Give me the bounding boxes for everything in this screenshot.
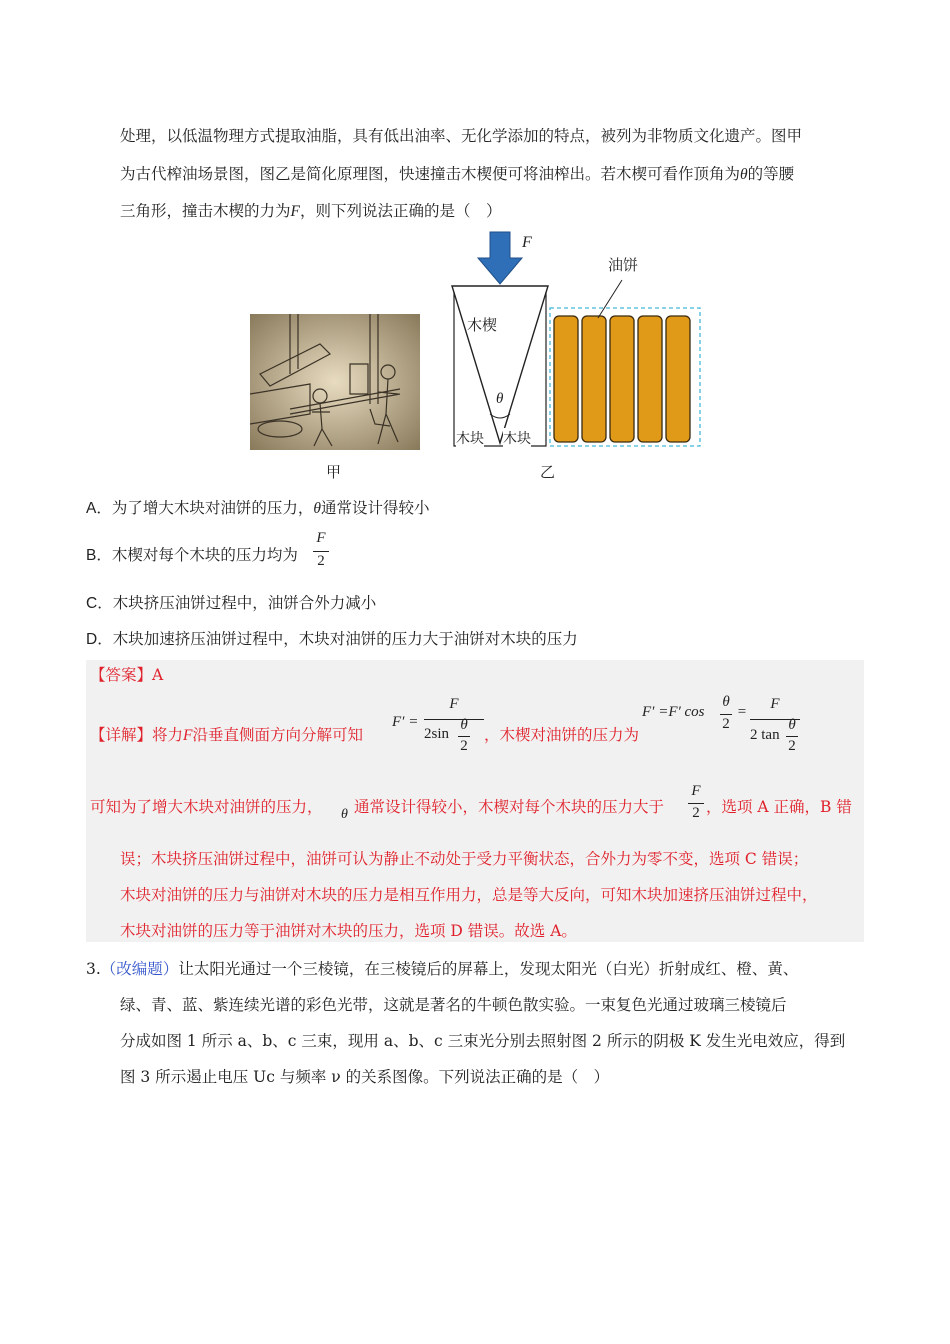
detail-2a: 可知为了增大木块对油饼的压力， (90, 798, 323, 816)
intro-line-1: 处理，以低温物理方式提取油脂，具有低出油率、无化学添加的特点，被列为非物质文化遗产。图甲 (120, 127, 803, 145)
eq2-two2: 2 (788, 738, 796, 754)
detail-2-theta: θ (341, 807, 348, 822)
q3-line-2: 绿、青、蓝、紫连续光谱的彩色光带，这就是著名的牛顿色散实验。一束复色光通过玻璃三棱镜后 (120, 996, 787, 1014)
eq1-theta: θ (460, 717, 468, 733)
option-b-key: B． (86, 547, 112, 564)
option-b (86, 544, 298, 567)
option-a-text2: 通常设计得较小 (320, 499, 430, 517)
detail-2-den: 2 (692, 805, 700, 821)
figure (240, 228, 710, 488)
detail-1a: 将力 (152, 726, 184, 744)
option-b-frac-den: 2 (317, 553, 325, 569)
force-arrow (478, 232, 522, 284)
option-a-theta: θ (313, 500, 321, 517)
q3-number: 3. (86, 960, 101, 978)
detail-line-4: 木块对油饼的压力与油饼对木块的压力是相互作用力，总是等大反向，可知木块加速挤压油饼过程中， (120, 886, 818, 904)
eq2-small-bar (720, 714, 732, 715)
figure-caption-left: 甲 (326, 463, 342, 481)
detail-force: F (183, 727, 193, 744)
eq2-eq: = (737, 704, 747, 720)
option-d-key: D． (86, 631, 113, 648)
figure-wedge-label: 木楔 (467, 316, 498, 334)
theta-symbol: θ (740, 166, 748, 183)
intro-line-3b: ，则下列说法正确的是（ ） (299, 202, 502, 220)
option-a-key: A． (86, 500, 112, 517)
eq1-bar (424, 719, 484, 720)
eq2-small-bar2 (786, 736, 798, 737)
force-symbol: F (290, 203, 300, 220)
wedge-triangle (452, 286, 548, 443)
detail-line-3: 误；木块挤压油饼过程中，油饼可认为静止不动处于受力平衡状态，合外力为零不变，选项 C 错误； (120, 850, 809, 868)
figure-block-right-label: 木块 (503, 428, 531, 450)
figure-force-label: F (522, 234, 532, 251)
eq2-lhs: F′ =F′ cos (642, 704, 705, 720)
detail-1b: 沿垂直侧面方向分解可知 (192, 726, 364, 744)
option-b-frac-num: F (316, 530, 326, 546)
option-d (86, 628, 578, 651)
answer-label: 【答案】A (90, 666, 164, 684)
option-d-text: 木块加速挤压油饼过程中，木块对油饼的压力大于油饼对木块的压力 (112, 630, 578, 648)
wedge-schematic (450, 228, 715, 453)
eq1-den-pre: 2sin (424, 726, 450, 742)
figure-oilcake-label: 油饼 (608, 256, 639, 274)
detail-2-bar (688, 803, 704, 804)
eq1-lhs: F′ = (392, 714, 419, 730)
intro-line-3a: 三角形，撞击木楔的力为 (120, 202, 291, 220)
intro-line-2a: 为古代榨油场景图，图乙是简化原理图，快速撞击木楔便可将油榨出。若木楔可看作顶角为 (120, 165, 741, 183)
q3-line-3: 分成如图 1 所示 a、b、c 三束，现用 a、b、c 三束光分别去照射图 2 所示的阴极 K 发生光电效应，得到 (120, 1032, 846, 1050)
eq2-num: F (770, 696, 780, 712)
option-c-text: 木块挤压油饼过程中，油饼合外力减小 (112, 594, 377, 612)
detail-1c: ，木楔对油饼的压力为 (484, 726, 640, 744)
option-a-text1: 为了增大木块对油饼的压力， (111, 499, 314, 517)
detail-line-2 (90, 796, 323, 818)
eq1-small-bar (458, 736, 470, 737)
q3-tag: （改编题） (100, 960, 179, 978)
option-c (86, 592, 376, 615)
eq1-num: F (449, 696, 459, 712)
detail-2-num: F (691, 783, 701, 799)
eq2-theta2: θ (788, 717, 796, 733)
option-a (86, 497, 430, 520)
detail-line-1 (90, 724, 363, 747)
q3-line-1-text: 让太阳光通过一个三棱镜，在三棱镜后的屏幕上，发现太阳光（白光）折射成红、橙、黄、 (178, 960, 799, 978)
detail-2c: ，选项 A 正确，B 错 (706, 798, 852, 816)
option-b-text: 木楔对每个木块的压力均为 (111, 546, 298, 564)
eq1-two: 2 (460, 738, 468, 754)
option-c-key: C． (86, 595, 113, 612)
figure-angle-label: θ (496, 391, 504, 407)
detail-2b: 通常设计得较小，木楔对每个木块的压力大于 (354, 798, 665, 816)
eq2-den-pre: 2 tan (750, 727, 780, 743)
oilcake-stack (554, 316, 690, 442)
intro-line-2 (120, 163, 794, 186)
detail-label: 【详解】 (90, 726, 153, 744)
intro-line-3 (120, 200, 502, 223)
figure-block-left-label: 木块 (456, 428, 484, 450)
detail-line-5: 木块对油饼的压力等于油饼对木块的压力，选项 D 错误。故选 A。 (120, 922, 577, 940)
ancient-oil-press-painting (250, 314, 420, 450)
q3-line-1 (86, 958, 798, 980)
figure-caption-right: 乙 (540, 463, 556, 481)
option-b-frac-bar (313, 551, 329, 552)
eq2-two: 2 (722, 716, 730, 732)
q3-line-4: 图 3 所示遏止电压 Uc 与频率 ν 的关系图像。下列说法正确的是（ ） (120, 1068, 610, 1086)
intro-line-2b: 的等腰 (747, 165, 795, 183)
eq2-theta: θ (722, 694, 730, 710)
